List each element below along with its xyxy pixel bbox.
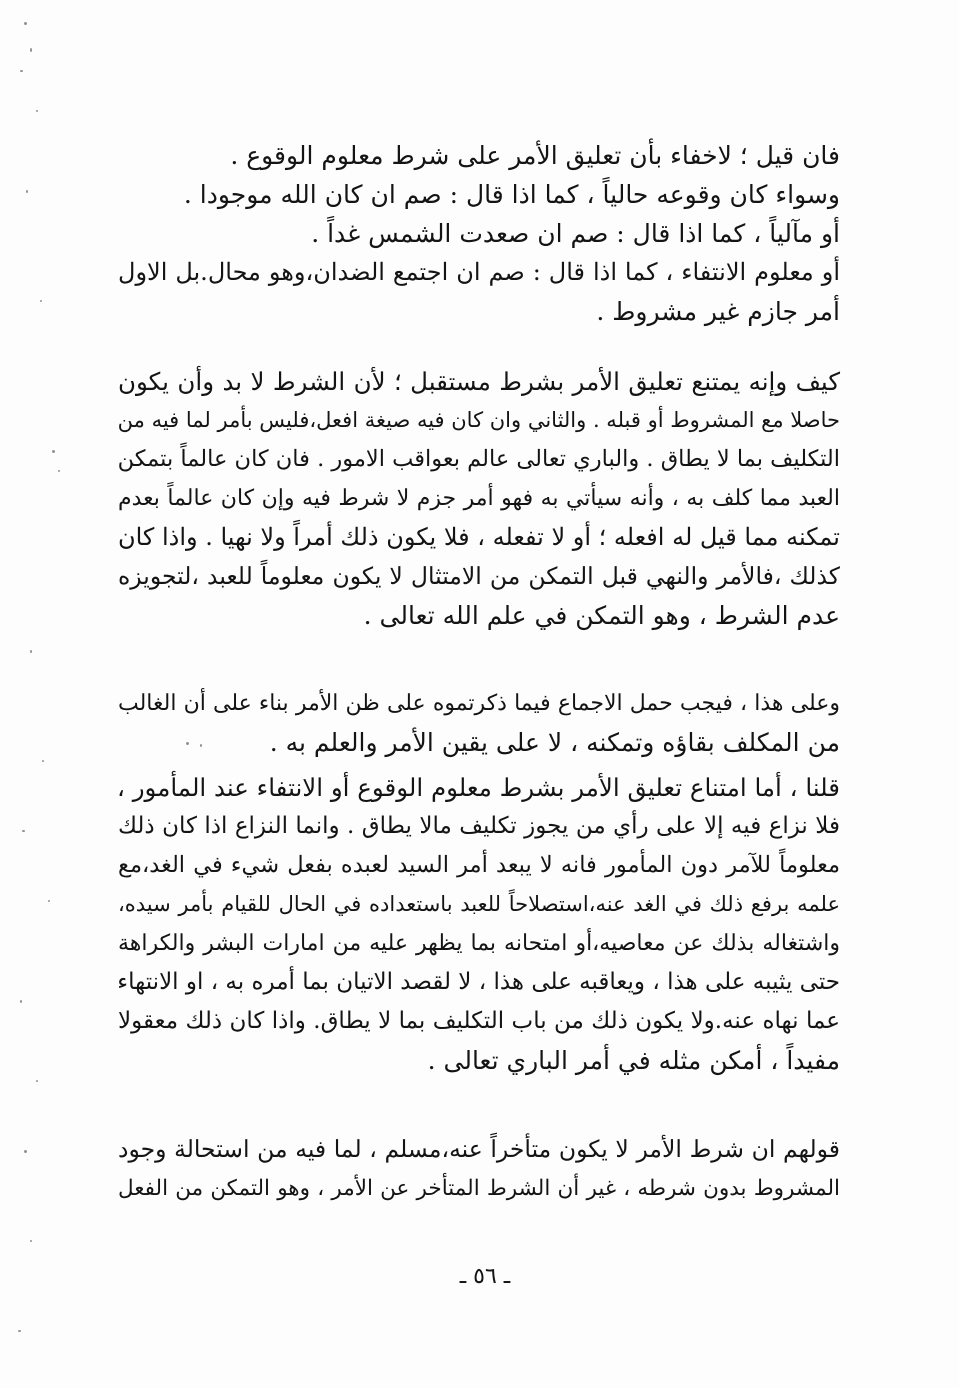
text-line: كذلك ،فالأمر والنهي قبل التمكن من الامتثال لا يكون معلوماً للعبد ،لتجويزه [118, 562, 840, 590]
text-line: قلنا ، أما امتناع تعليق الأمر بشرط معلوم الوقوع أو الانتفاء عند المأمور ، [117, 773, 840, 802]
text-line: أمر جازم غير مشروط . [596, 297, 840, 326]
paragraph-3 [118, 684, 840, 762]
text-line: معلوماً للآمر دون المأمور فانه لا يبعد أمر السيد لعبده بفعل شيء في الغد،مع [118, 852, 840, 878]
text-line: عما نهاه عنه.ولا يكون ذلك من باب التكليف بما لا يطاق. واذا كان ذلك معقولا [118, 1008, 840, 1034]
text-line: كيف وإنه يمتنع تعليق الأمر بشرط مستقبل ؛ لأن الشرط لا بد وأن يكون [118, 367, 840, 396]
text-line: علمه برفع ذلك في الغد عنه،استصلاحاً للعبد باستعداده في الحال للقيام بأمر سيده، [118, 892, 840, 916]
text-line: قولهم ان شرط الأمر لا يكون متأخراً عنه،مسلم ، لما فيه من استحالة وجود [118, 1135, 840, 1163]
page-number: ـ ٥٦ ـ [459, 1264, 511, 1289]
text-line: العبد مما كلف به ، وأنه سيأتي به فهو أمر جزم لا شرط فيه وإن كان عالماً بعدم [118, 486, 840, 511]
text-line: التكليف بما لا يطاق . والباري تعالى عالم بعواقب الامور . فان كان عالماً بتمكن [117, 446, 840, 472]
text-line: واشتغاله بذلك عن معاصيه،أو امتحانه بما يظهر عليه من امارات البشر والكراهة [118, 931, 840, 956]
text-line: وسواء كان وقوعه حالياً ، كما اذا قال : صم ان كان الله موجودا . [183, 180, 840, 209]
text-line: أو معلوم الانتفاء ، كما اذا قال : صم ان اجتمع الضدان،وهو محال.بل الاول [118, 258, 840, 286]
text-line: فان قيل ؛ لاخفاء بأن تعليق الأمر على شرط معلوم الوقوع . [230, 141, 840, 170]
text-line: حتى يثيبه على هذا ، ويعاقبه على هذا ، لا لقصد الاتيان بما أمره به ، او الانتهاء [117, 969, 840, 995]
text-line: المشروط بدون شرطه ، غير أن الشرط المتأخر عن الأمر ، وهو التمكن من الفعل [118, 1176, 840, 1201]
text-line: تمكنه مما قيل له افعله ؛ أو لا تفعله ، فلا يكون ذلك أمراً ولا نهيا . واذا كان [117, 523, 840, 551]
text-line: عدم الشرط ، وهو التمكن في علم الله تعالى . [363, 601, 840, 630]
text-line: أو مآلياً ، كما اذا قال : صم ان صعدت الشمس غداً . [311, 219, 840, 248]
text-line: فلا نزاع فيه إلا على رأي من يجوز تكليف مالا يطاق . وانما النزاع اذا كان ذلك [118, 813, 840, 839]
text-line: مفيداً ، أمكن مثله في أمر الباري تعالى . [427, 1046, 840, 1075]
paragraph-5 [118, 1130, 840, 1208]
text-line: حاصلا مع المشروط أو قبله . والثاني وان كان فيه صيغة افعل،فليس بأمر لما فيه من [117, 408, 840, 432]
text-line: من المكلف بقاؤه وتمكنه ، لا على يقين الأمر والعلم به . [269, 728, 840, 757]
paragraph-2 [118, 362, 840, 635]
paragraph-4 [118, 768, 840, 1080]
paragraph-1 [118, 136, 840, 331]
text-line: وعلى هذا ، فيجب حمل الاجماع فيما ذكرتموه على ظن الأمر بناء على أن الغالب [118, 691, 840, 716]
